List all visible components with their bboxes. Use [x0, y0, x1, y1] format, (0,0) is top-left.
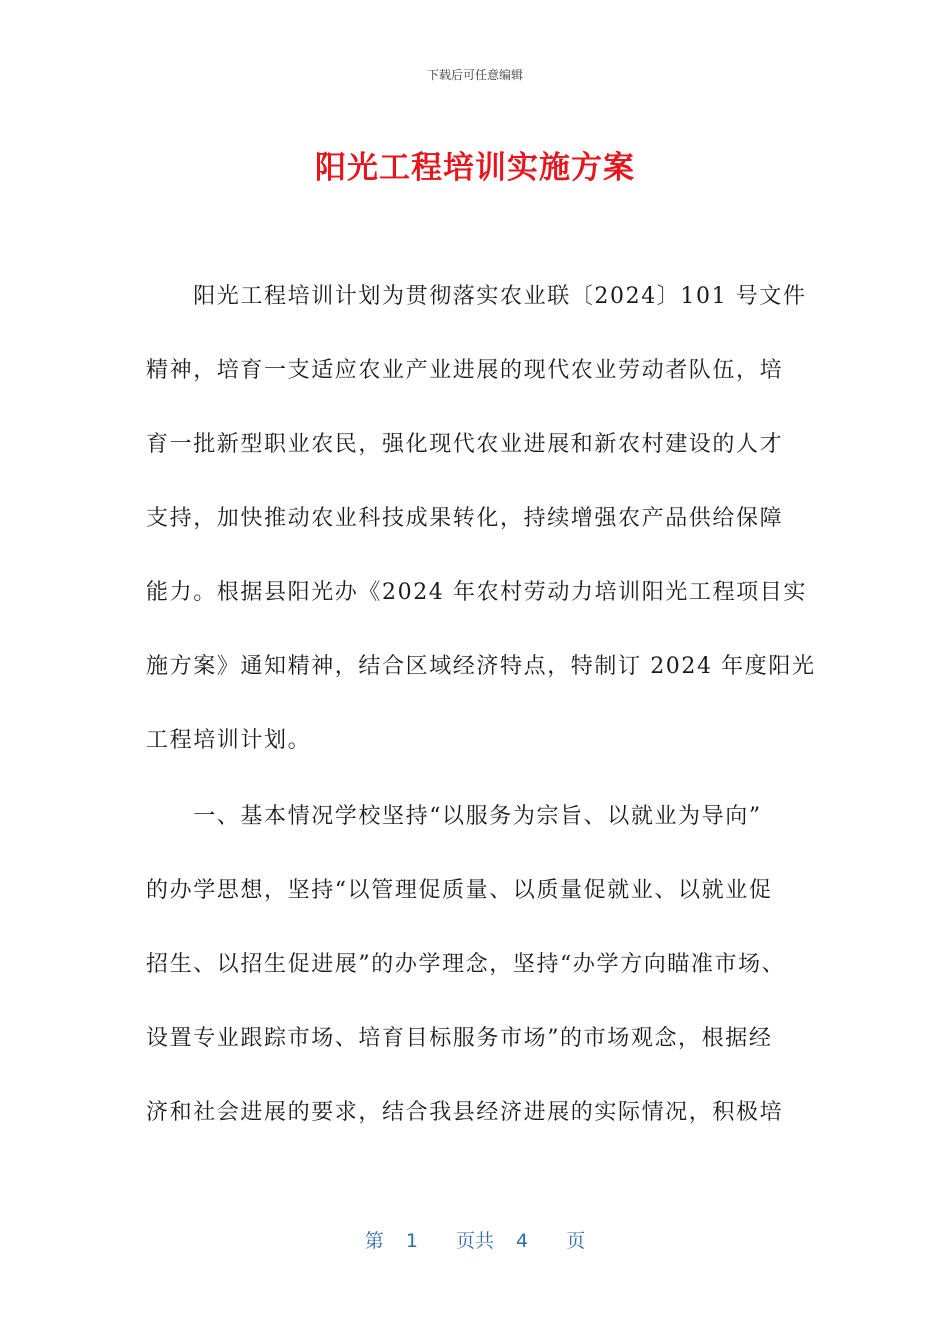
body-line: 一、基本情况学校坚持“以服务为宗旨、以就业为导向” [146, 804, 762, 829]
page-suffix: 页 [566, 1230, 586, 1252]
body-line: 支持，加快推动农业科技成果转化，持续增强农产品供给保障 [146, 506, 784, 531]
page-mid: 页共 [455, 1230, 494, 1252]
header-note: 下载后可任意编辑 [426, 68, 523, 82]
body-line: 育一批新型职业农民，强化现代农业进展和新农村建设的人才 [146, 432, 784, 457]
body-line: 阳光工程培训计划为贯彻落实农业联〔2024〕101 号文件 [146, 284, 807, 309]
body-line: 济和社会进展的要求，结合我县经济进展的实际情况，积极培 [146, 1100, 784, 1125]
body-line: 设置专业跟踪市场、培育目标服务市场”的市场观念，根据经 [146, 1026, 773, 1051]
body-line: 的办学思想，坚持“以管理促质量、以质量促就业、以就业促 [146, 878, 773, 903]
page-current: 1 [405, 1230, 418, 1252]
body-line: 精神，培育一支适应农业产业进展的现代农业劳动者队伍，培 [146, 358, 784, 383]
document-title: 阳光工程培训实施方案 [315, 150, 635, 186]
body-line: 施方案》通知精神，结合区域经济特点，特制订 2024 年度阳光 [146, 654, 816, 679]
page-footer [0, 1226, 950, 1253]
page-prefix: 第 [364, 1230, 384, 1252]
page-total: 4 [516, 1230, 529, 1252]
body-line: 招生、以招生促进展”的办学理念，坚持“办学方向瞄准市场、 [146, 952, 786, 977]
body-line: 能力。根据县阳光办《2024 年农村劳动力培训阳光工程项目实 [146, 580, 807, 605]
body-line: 工程培训计划。 [146, 728, 312, 753]
